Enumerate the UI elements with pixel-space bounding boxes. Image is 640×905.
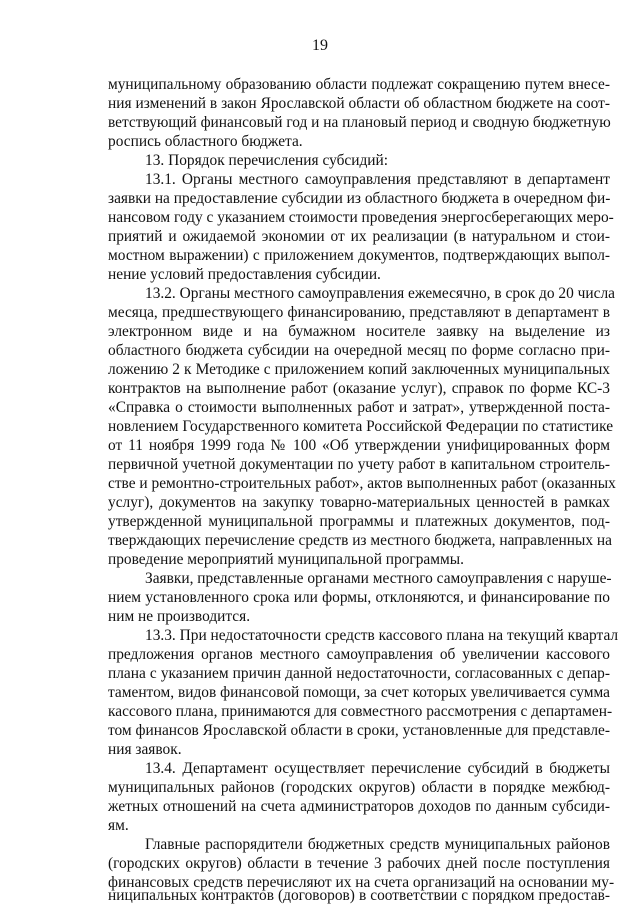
text-line: ния изменений в закон Ярославской области об областном бюджете на соот- [108, 95, 610, 112]
text-line: финансовых средств перечисляют их на счета организаций на основании му- [108, 874, 615, 891]
text-line: первичной учетной документации по учету работ в капитальном строитель- [108, 456, 610, 473]
text-line: муниципальных районов (городских округов) области в порядке межбюд- [108, 779, 610, 796]
text-line: новлением Государственного комитета Российской Федерации по статистике [108, 418, 614, 435]
text-line: услуг), документов на закупку товарно-материальных ценностей в рамках [108, 494, 610, 511]
text-line: проведение мероприятий муниципальной программы. [108, 551, 464, 568]
text-line: Главные распорядители бюджетных средств муниципальных районов [145, 836, 610, 853]
text-line: ложению 2 к Методике с приложением копий заключенных муниципальных [108, 361, 610, 378]
text-line: ям. [108, 817, 129, 834]
text-line: 13.1. Органы местного самоуправления представляют в департамент [145, 171, 610, 188]
section-heading: 13. Порядок перечисления субсидий: [145, 152, 389, 169]
text-line: ния заявок. [108, 741, 182, 758]
text-line: от 11 ноября 1999 года № 100 «Об утверждении унифицированных форм [108, 437, 610, 454]
text-line: 13.4. Департамент осуществляет перечисление субсидий в бюджеты [145, 760, 610, 777]
text-line: кассового плана, принимаются для совместного рассмотрения с департамен- [108, 703, 613, 720]
text-line: мостном выражении) с приложением документов, подтверждающих выпол- [108, 247, 610, 264]
text-line: тверждающих перечисление средств из местного бюджета, направленных на [108, 532, 612, 549]
text-line: нение условий предоставления субсидии. [108, 266, 381, 283]
text-line: месяца, предшествующего финансированию, представляют в департамент в [108, 304, 610, 321]
text-line: муниципальному образованию области подлежат сокращению путем внесе- [108, 76, 610, 93]
text-line: роспись областного бюджета. [108, 133, 303, 150]
text-line: жетных отношений на счета администраторов доходов по данным субсиди- [108, 798, 610, 815]
text-line: заявки на предоставление субсидии из областного бюджета в очередном фи- [108, 190, 611, 207]
page-number: 19 [312, 37, 328, 54]
text-line: ним не производится. [108, 608, 251, 625]
text-line: плана с указанием причин данной недостаточности, согласованных с депар- [108, 665, 610, 682]
text-line: 13.2. Органы местного самоуправления ежемесячно, в срок до 20 числа [145, 285, 615, 302]
text-line: нием установленного срока или формы, отклоняются, и финансирование по [108, 589, 610, 606]
text-line: том финансов Ярославской области в сроки, установленные для представле- [108, 722, 610, 739]
text-line: ветствующий финансовый год и на плановый период и сводную бюджетную [108, 114, 611, 131]
text-line: контрактов на выполнение работ (оказание услуг), справок по форме КС-3 [108, 380, 610, 397]
text-line: утвержденной муниципальной программы и платежных документов, под- [108, 513, 610, 530]
text-line: стве и ремонтно-строительных работ», актов выполненных работ (оказанных [108, 475, 616, 492]
text-line: областного бюджета субсидии на очередной месяц по форме согласно при- [108, 342, 610, 359]
text-line: ниципальных контрактов (договоров) в соответствии с порядком предостав- [108, 887, 610, 904]
text-line: приятий и ожидаемой экономии от их реализации (в натуральном и стои- [108, 228, 610, 245]
text-line: Заявки, представленные органами местного самоуправления с наруше- [145, 570, 612, 587]
text-line: нансовом году с указанием стоимости проведения энергосберегающих меро- [108, 209, 614, 226]
text-line: электронном виде и на бумажном носителе заявку на выделение из [108, 323, 610, 340]
text-line: «Справка о стоимости выполненных работ и затрат», утвержденной поста- [108, 399, 610, 416]
text-line: 13.3. При недостаточности средств кассового плана на текущий квартал [145, 627, 619, 644]
text-line: предложения органов местного самоуправления об увеличении кассового [108, 646, 610, 663]
text-line: таментом, видов финансовой помощи, за счет которых увеличивается сумма [108, 684, 610, 701]
text-line: (городских округов) области в течение 3 рабочих дней после поступления [108, 855, 610, 872]
